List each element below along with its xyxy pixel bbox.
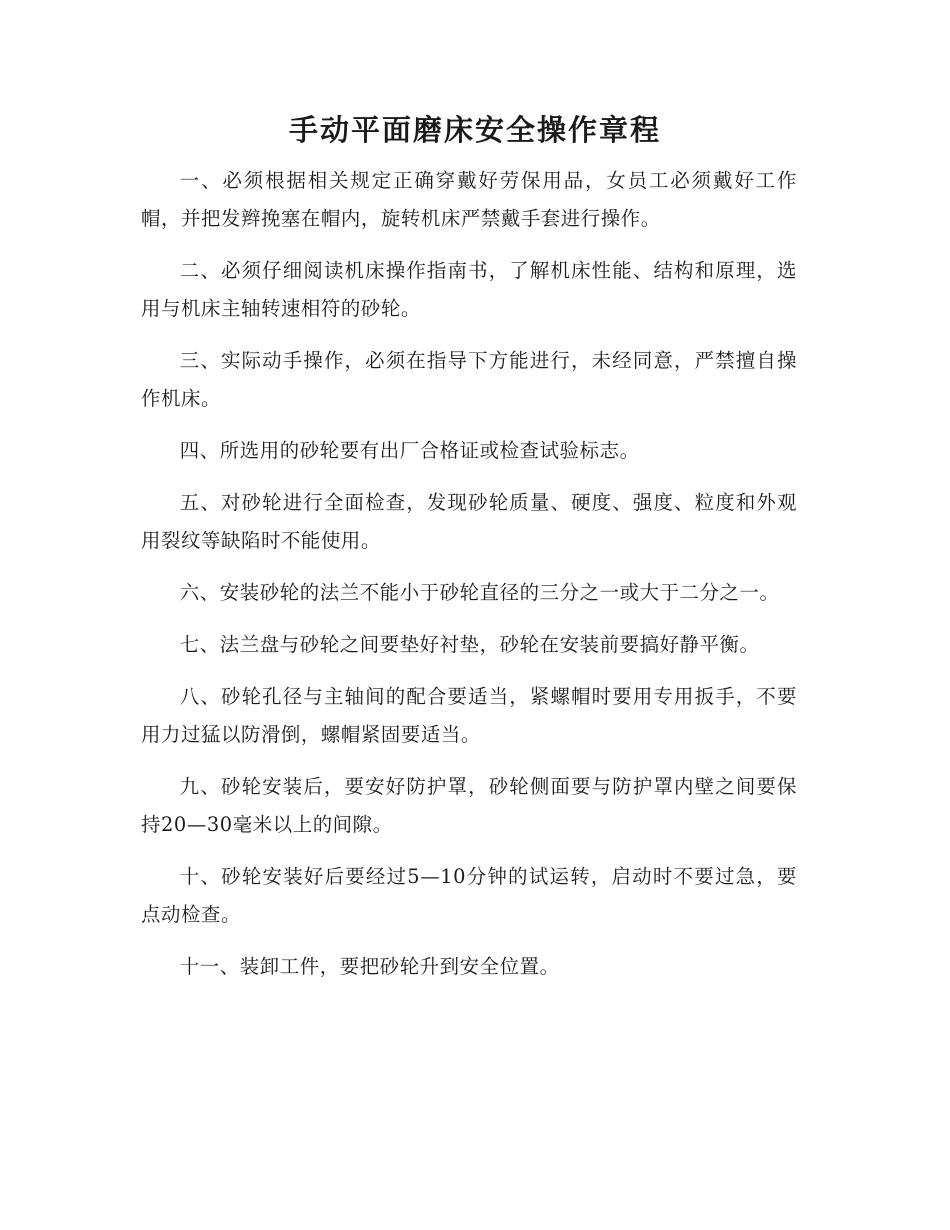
paragraph-8: 八、砂轮孔径与主轴间的配合要适当，紧螺帽时要用专用扳手，不要用力过猛以防滑倒，螺帽紧固要适当。 (141, 685, 797, 746)
paragraph-7: 七、法兰盘与砂轮之间要垫好衬垫，砂轮在安装前要搞好静平衡。 (179, 633, 760, 656)
paragraph-10: 十、砂轮安装好后要经过5—10分钟的试运转，启动时不要过急，要点动检查。 (141, 865, 797, 926)
paragraph-5: 五、对砂轮进行全面检查，发现砂轮质量、硬度、强度、粒度和外观用裂纹等缺陷时不能使用。 (141, 491, 797, 552)
document-body (141, 162, 797, 1000)
paragraph-11: 十一、装卸工件，要把砂轮升到安全位置。 (179, 955, 560, 978)
paragraph-4: 四、所选用的砂轮要有出厂合格证或检查试验标志。 (179, 439, 640, 462)
paragraph-9: 九、砂轮安装后，要安好防护罩，砂轮侧面要与防护罩内壁之间要保持20—30毫米以上的间隙。 (141, 775, 797, 836)
document-title: 手动平面磨床安全操作章程 (288, 113, 661, 147)
paragraph-2: 二、必须仔细阅读机床操作指南书，了解机床性能、结构和原理，选用与机床主轴转速相符的砂轮。 (141, 259, 797, 320)
paragraph-6: 六、安装砂轮的法兰不能小于砂轮直径的三分之一或大于二分之一。 (179, 581, 780, 604)
paragraph-1: 一、必须根据相关规定正确穿戴好劳保用品，女员工必须戴好工作帽，并把发辫挽塞在帽内，旋转机床严禁戴手套进行操作。 (141, 169, 797, 230)
paragraph-3: 三、实际动手操作，必须在指导下方能进行，未经同意，严禁擅自操作机床。 (141, 349, 797, 410)
